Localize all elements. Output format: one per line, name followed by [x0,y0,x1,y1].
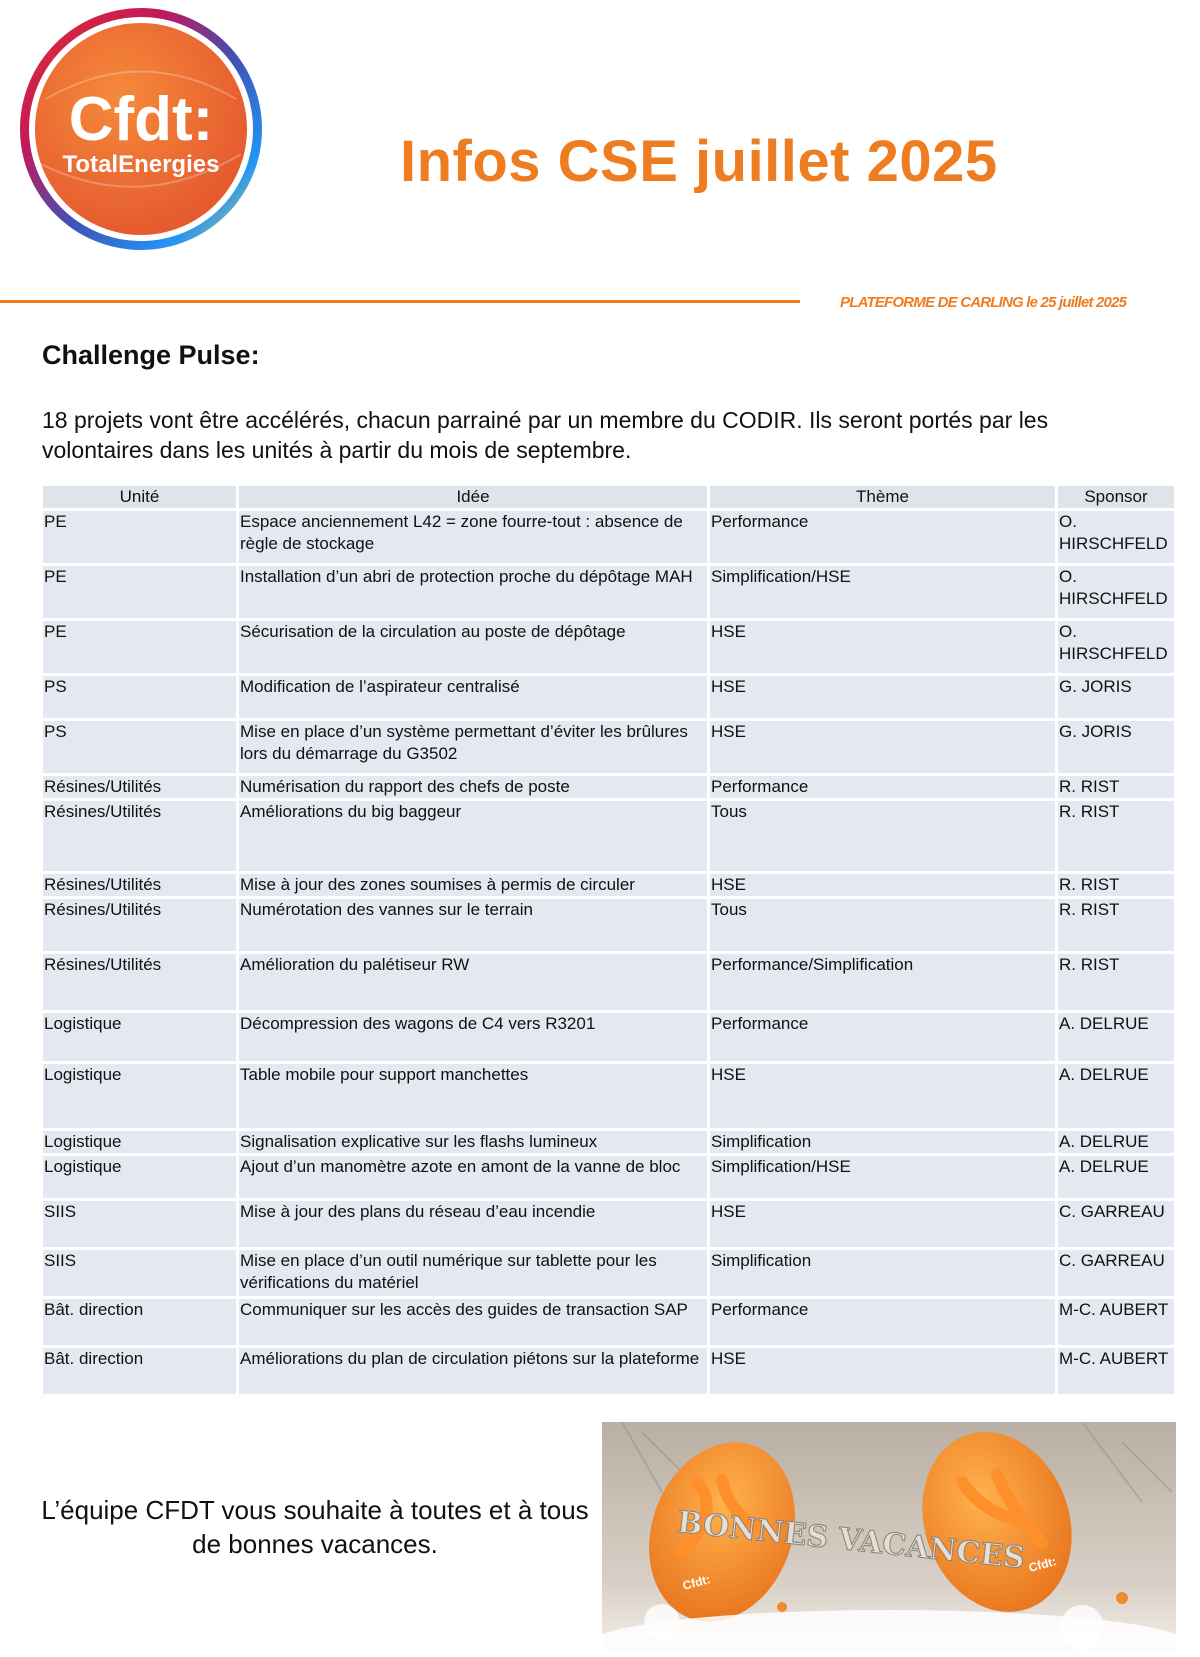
table-row [43,676,1174,718]
vacation-image [602,1422,1176,1652]
column-header-theme: Thème [710,486,1055,508]
svg-text:Cfdt:: Cfdt: [1027,1554,1058,1575]
cell-unite: PE [43,621,236,673]
cell-unite: Logistique [43,1156,236,1198]
table-row [43,1156,1174,1198]
column-header-idee: Idée [239,486,707,508]
cell-theme: Tous [710,801,1055,871]
cell-unite: Logistique [43,1013,236,1061]
table-row [43,566,1174,618]
cell-sponsor: R. RIST [1058,954,1174,1010]
cell-idee: Sécurisation de la circulation au poste de dépôtage [239,621,707,673]
table-row [43,801,1174,871]
cell-idee: Signalisation explicative sur les flashs lumineux [239,1131,707,1153]
cell-theme: Simplification [710,1131,1055,1153]
cell-sponsor: G. JORIS [1058,676,1174,718]
vacation-message: L’équipe CFDT vous souhaite à toutes et à tous de bonnes vacances. [41,1495,589,1559]
cell-unite: PS [43,676,236,718]
cell-idee: Modification de l’aspirateur centralisé [239,676,707,718]
cell-sponsor: C. GARREAU [1058,1250,1174,1296]
cell-theme: HSE [710,676,1055,718]
table-row [43,1131,1174,1153]
cell-theme: HSE [710,1064,1055,1128]
cell-unite: Résines/Utilités [43,801,236,871]
table-row [43,1064,1174,1128]
table-row [43,1201,1174,1247]
svg-text:Cfdt:: Cfdt: [68,85,214,154]
dateline: PLATEFORME DE CARLING le 25 juillet 2025 [840,294,1127,311]
column-header-unite: Unité [43,486,236,508]
cell-sponsor: R. RIST [1058,899,1174,951]
cell-sponsor: M-C. AUBERT [1058,1348,1174,1394]
cell-idee: Mise en place d’un système permettant d’éviter les brûlures lors du démarrage du G3502 [239,721,707,773]
table-row [43,954,1174,1010]
cell-theme: Performance/Simplification [710,954,1055,1010]
cell-idee: Décompression des wagons de C4 vers R3201 [239,1013,707,1061]
page-title: Infos CSE juillet 2025 [400,129,998,194]
cell-sponsor: R. RIST [1058,801,1174,871]
cell-theme: Performance [710,511,1055,563]
cell-theme: Simplification/HSE [710,1156,1055,1198]
cfdt-logo [16,4,266,254]
table-row [43,874,1174,896]
cell-idee: Amélioration du palétiseur RW [239,954,707,1010]
cell-unite: SIIS [43,1250,236,1296]
table-row [43,1299,1174,1345]
cell-idee: Communiquer sur les accès des guides de transaction SAP [239,1299,707,1345]
table-row [43,721,1174,773]
section-title: Challenge Pulse: [42,340,260,370]
cell-sponsor: R. RIST [1058,874,1174,896]
cell-unite: Bât. direction [43,1348,236,1394]
cell-idee: Mise à jour des zones soumises à permis de circuler [239,874,707,896]
cell-idee: Numérisation du rapport des chefs de poste [239,776,707,798]
cell-theme: Simplification [710,1250,1055,1296]
table-row [43,1348,1174,1394]
cell-idee: Espace anciennement L42 = zone fourre-tout : absence de règle de stockage [239,511,707,563]
cell-unite: Résines/Utilités [43,776,236,798]
cell-sponsor: O. HIRSCHFELD [1058,511,1174,563]
cell-theme: HSE [710,621,1055,673]
cell-unite: Bât. direction [43,1299,236,1345]
table-row [43,511,1174,563]
cell-sponsor: A. DELRUE [1058,1013,1174,1061]
cell-theme: HSE [710,1348,1055,1394]
cell-sponsor: G. JORIS [1058,721,1174,773]
cell-sponsor: A. DELRUE [1058,1156,1174,1198]
cell-theme: Tous [710,899,1055,951]
cell-theme: Simplification/HSE [710,566,1055,618]
cell-unite: Résines/Utilités [43,899,236,951]
cell-theme: HSE [710,1201,1055,1247]
cell-sponsor: A. DELRUE [1058,1064,1174,1128]
svg-text:TotalEnergies: TotalEnergies [62,151,220,178]
cell-sponsor: M-C. AUBERT [1058,1299,1174,1345]
table-row [43,1013,1174,1061]
header-divider [0,300,800,303]
cell-idee: Mise en place d’un outil numérique sur tablette pour les vérifications du matériel [239,1250,707,1296]
cell-idee: Installation d’un abri de protection proche du dépôtage MAH [239,566,707,618]
cell-unite: PS [43,721,236,773]
cell-sponsor: O. HIRSCHFELD [1058,621,1174,673]
svg-text:Cfdt:: Cfdt: [681,1572,712,1593]
cell-theme: HSE [710,721,1055,773]
cell-idee: Améliorations du big baggeur [239,801,707,871]
cell-unite: Résines/Utilités [43,874,236,896]
cell-sponsor: C. GARREAU [1058,1201,1174,1247]
cell-idee: Améliorations du plan de circulation piétons sur la plateforme [239,1348,707,1394]
bonnes-vacances-text: BONNES VACANCES [675,1504,1027,1577]
intro-paragraph: 18 projets vont être accélérés, chacun parrainé par un membre du CODIR. Ils seront portés par les volontaires dans les unités à partir du mois de septembre. [42,407,1049,463]
cell-unite: Logistique [43,1064,236,1128]
cell-unite: PE [43,511,236,563]
cell-unite: Résines/Utilités [43,954,236,1010]
cell-sponsor: R. RIST [1058,776,1174,798]
cell-theme: Performance [710,1013,1055,1061]
cell-idee: Mise à jour des plans du réseau d’eau incendie [239,1201,707,1247]
table-row [43,1250,1174,1296]
cell-unite: Logistique [43,1131,236,1153]
cell-unite: PE [43,566,236,618]
table-row [43,776,1174,798]
projects-table [40,483,1177,1397]
table-row [43,621,1174,673]
cell-idee: Numérotation des vannes sur le terrain [239,899,707,951]
column-header-sponsor: Sponsor [1058,486,1174,508]
table-row [43,899,1174,951]
cell-idee: Table mobile pour support manchettes [239,1064,707,1128]
cell-theme: HSE [710,874,1055,896]
cell-theme: Performance [710,1299,1055,1345]
cell-sponsor: A. DELRUE [1058,1131,1174,1153]
cell-sponsor: O. HIRSCHFELD [1058,566,1174,618]
cell-idee: Ajout d’un manomètre azote en amont de la vanne de bloc [239,1156,707,1198]
cell-unite: SIIS [43,1201,236,1247]
table-header-row [43,486,1174,508]
cell-theme: Performance [710,776,1055,798]
